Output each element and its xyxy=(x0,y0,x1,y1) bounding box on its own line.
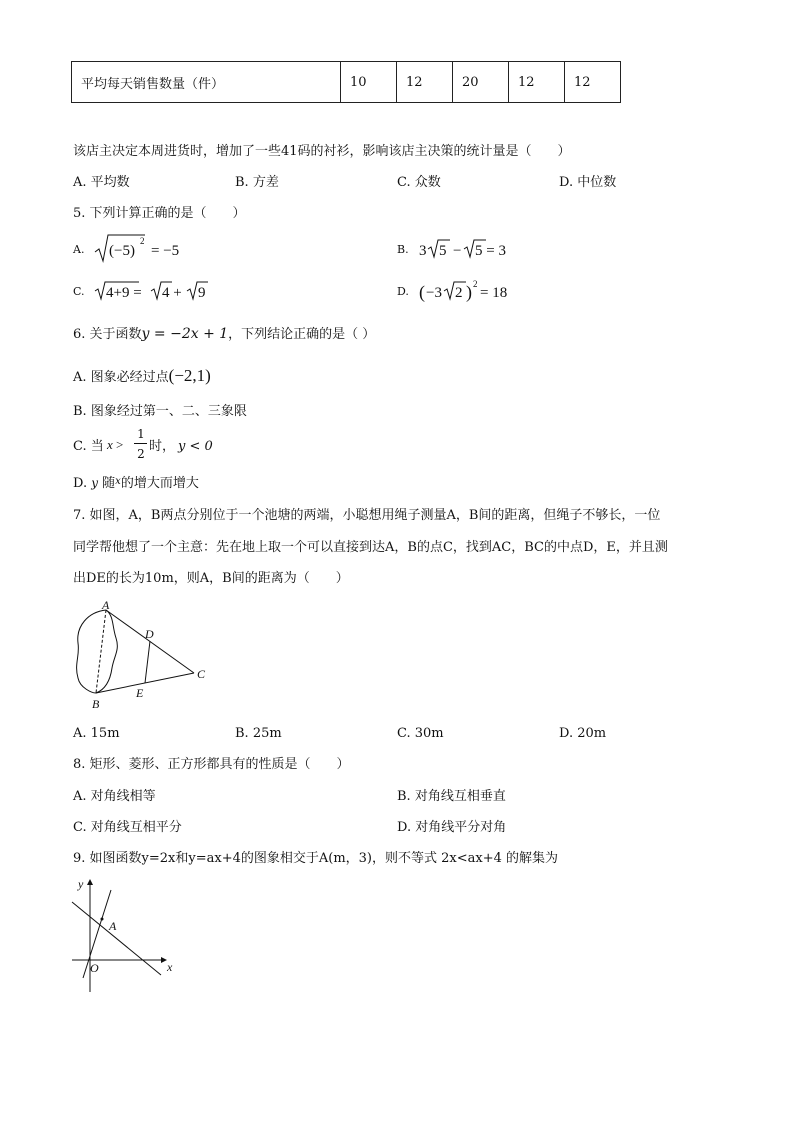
table-cell: 20 xyxy=(453,62,509,103)
svg-text:2: 2 xyxy=(455,285,463,301)
q6-option-a-point: (−2,1) xyxy=(168,366,211,385)
q6-option-d-suffix: 的增大而增大 xyxy=(120,476,199,491)
q7-option-c: C. 30m xyxy=(397,726,444,741)
q8-stem: 8. 矩形、菱形、正方形都具有的性质是（ ） xyxy=(73,757,350,772)
table-cell: 12 xyxy=(565,62,621,103)
segment-ab-dashed xyxy=(96,610,106,693)
svg-text:2: 2 xyxy=(473,279,478,289)
svg-text:5: 5 xyxy=(439,243,447,259)
svg-text:x: x xyxy=(107,437,113,452)
svg-text:5 = 3: 5 = 3 xyxy=(475,243,506,259)
q6-option-c-end: y < 0 xyxy=(178,439,213,454)
q5-option-c-label: C. xyxy=(73,285,85,298)
q6-option-d xyxy=(73,477,199,490)
svg-text:= −5: = −5 xyxy=(151,243,180,259)
q4-stem: 该店主决定本周进货时，增加了一些41码的衬衫，影响该店主决策的统计量是（ ） xyxy=(73,144,571,159)
q5-option-b-formula xyxy=(417,236,517,262)
q7-line-1: 7. 如图，A，B两点分别位于一个池塘的两端，小聪想用绳子测量A，B间的距离，但绳子不够长，一位 xyxy=(73,508,661,523)
q5-option-d-label: D. xyxy=(397,285,409,298)
q7-option-a: A. 15m xyxy=(73,726,120,741)
label-E: E xyxy=(136,686,144,700)
segment-de xyxy=(145,641,150,683)
q4-option-c: C. 众数 xyxy=(397,175,441,190)
q8-option-c: C. 对角线互相平分 xyxy=(73,820,182,835)
q7-option-d: D. 20m xyxy=(559,726,607,741)
table-row xyxy=(72,62,621,103)
svg-text:(−5): (−5) xyxy=(109,243,135,259)
label-y: y xyxy=(78,877,84,891)
table-cell: 12 xyxy=(397,62,453,103)
pond-outline xyxy=(77,610,118,693)
q4-option-a: A. 平均数 xyxy=(73,175,130,190)
q7-option-b: B. 25m xyxy=(235,726,282,741)
svg-text:−: − xyxy=(453,243,462,259)
q5-stem: 5. 下列计算正确的是（ ） xyxy=(73,206,246,221)
q6-stem-prefix: 6. 关于函数 xyxy=(73,327,142,342)
table-row-label: 平均每天销售数量（件） xyxy=(72,62,341,103)
q8-option-b: B. 对角线互相垂直 xyxy=(397,789,506,804)
q5-option-c-formula xyxy=(93,278,223,304)
label-A: A xyxy=(109,919,117,933)
q4-option-d: D. 中位数 xyxy=(559,175,617,190)
intersection-point xyxy=(101,918,104,921)
q6-stem-expr: y = −2x + 1 xyxy=(141,326,229,342)
q7-triangle-figure xyxy=(66,598,216,716)
q9-stem: 9. 如图函数y=2x和y=ax+4的图象相交于A(m，3)，则不等式 2x<ax+4 的解集为 xyxy=(73,851,558,866)
label-A: A xyxy=(102,598,110,612)
q7-line-3: 出DE的长为10m，则A，B间的距离为（ ） xyxy=(73,571,349,586)
q5-option-a-label: A. xyxy=(73,243,85,256)
sales-table xyxy=(71,61,621,103)
q6-option-a-text: A. 图象必经过点 xyxy=(73,370,169,385)
q5-option-b-label: B. xyxy=(397,243,409,256)
svg-text:4 +: 4 + xyxy=(162,285,182,301)
q6-option-a xyxy=(73,367,211,384)
q8-option-a: A. 对角线相等 xyxy=(73,789,156,804)
q7-line-2: 同学帮他想了一个主意：先在地上取一个可以直接到达A，B的点C，找到AC，BC的中点D，E，并且测 xyxy=(73,540,668,555)
svg-text:9: 9 xyxy=(198,285,206,301)
label-D: D xyxy=(145,627,154,641)
q6-option-b: B. 图象经过第一、二、三象限 xyxy=(73,404,247,419)
q6-option-d-prefix: D. xyxy=(73,476,88,491)
svg-text:= 18: = 18 xyxy=(480,285,508,301)
q6-option-c-mid: 时， xyxy=(149,439,176,454)
label-C: C xyxy=(197,667,206,681)
q6-option-c-inequality xyxy=(106,428,136,468)
q6-stem xyxy=(73,327,375,341)
label-O: O xyxy=(90,961,99,975)
q9-graph-figure xyxy=(66,872,181,997)
q6-option-d-text: 随 xyxy=(102,476,116,491)
q6-option-c-frac-den: 2 xyxy=(137,447,145,461)
q5-option-a-formula xyxy=(93,232,203,264)
svg-text:(: ( xyxy=(419,282,425,302)
q5-option-d-formula xyxy=(417,276,517,306)
q6-option-d-var-y: y xyxy=(91,476,99,490)
label-B: B xyxy=(92,697,100,711)
q6-option-c-prefix: C. 当 xyxy=(73,439,104,454)
svg-text:3: 3 xyxy=(419,243,427,259)
q4-option-b: B. 方差 xyxy=(235,175,279,190)
svg-text:): ) xyxy=(466,282,472,302)
q6-stem-suffix: ，下列结论正确的是（ ） xyxy=(228,327,376,342)
table-cell: 10 xyxy=(341,62,397,103)
q6-option-c-frac-bar xyxy=(134,443,147,444)
table-cell: 12 xyxy=(509,62,565,103)
svg-text:>: > xyxy=(116,437,124,452)
svg-text:2: 2 xyxy=(140,236,145,246)
q6-option-c-frac-num: 1 xyxy=(137,427,145,441)
q6-option-d-var-x: x xyxy=(115,476,121,487)
q8-option-d: D. 对角线平分对角 xyxy=(397,820,507,835)
label-x: x xyxy=(167,960,173,974)
svg-text:4+9 =: 4+9 = xyxy=(106,285,142,301)
line-y-ax-plus-4 xyxy=(72,902,161,975)
svg-text:−3: −3 xyxy=(426,285,442,301)
